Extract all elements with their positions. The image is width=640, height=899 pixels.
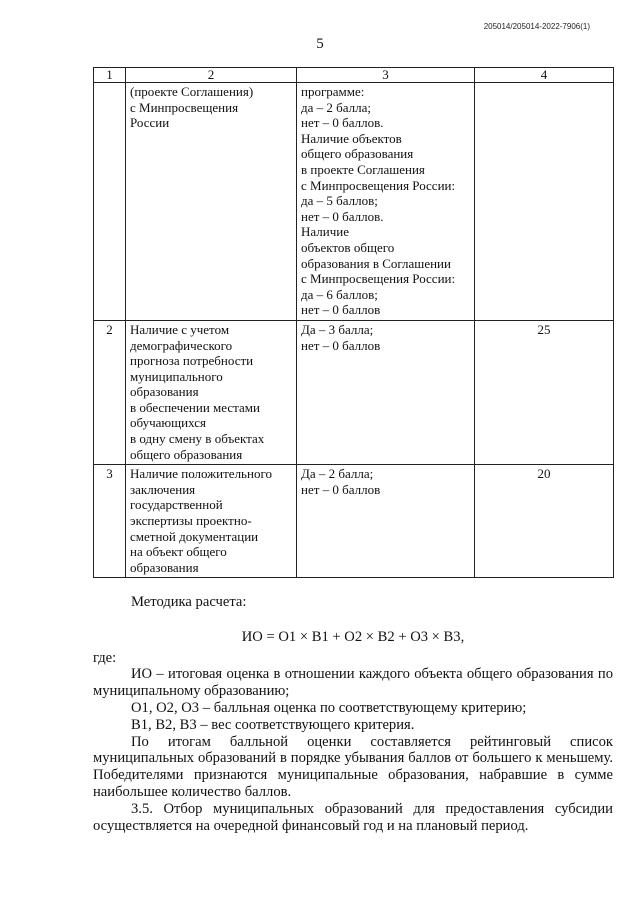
table-header-cell: 3 xyxy=(297,68,475,83)
table-row xyxy=(94,465,614,578)
scoring-cell: программе: да – 2 балла; нет – 0 баллов. Наличие объектов общего образования в проекте Соглашения с Минпросвещения России: да – 5 баллов; нет – 0 баллов. Наличие объектов общего образования в Соглашении с Минпросвещения России: да – 6 баллов; нет – 0 баллов xyxy=(297,83,475,321)
criterion-cell: Наличие с учетом демографического прогноза потребности муниципального образования в обеспечении местами обучающихся в одну смену в объектах общего образования xyxy=(126,320,297,464)
row-number-cell xyxy=(94,83,126,321)
table-header-cell: 2 xyxy=(126,68,297,83)
page-number: 5 xyxy=(316,36,324,52)
criterion-cell: (проекте Соглашения) с Минпросвещения России xyxy=(126,83,297,321)
row-number-cell: 3 xyxy=(94,465,126,578)
table-header-row xyxy=(94,68,614,83)
document-code: 205014/205014-2022-7906(1) xyxy=(483,22,590,31)
definition-io: ИО – итоговая оценка в отношении каждого объекта общего образования по муниципальному образованию; xyxy=(93,666,613,700)
table-header-cell: 4 xyxy=(475,68,614,83)
weight-cell xyxy=(475,83,614,321)
document-body xyxy=(93,594,613,834)
definition-b: В1, В2, В3 – вес соответствующего критерия. xyxy=(131,716,415,733)
table-row xyxy=(94,83,614,321)
weight-cell: 25 xyxy=(475,320,614,464)
scoring-cell: Да – 2 балла; нет – 0 баллов xyxy=(297,465,475,578)
where-label: где: xyxy=(93,649,117,666)
definition-o: О1, О2, О3 – балльная оценка по соответствующему критерию; xyxy=(131,699,527,716)
criterion-cell: Наличие положительного заключения государственной экспертизы проектно- сметной документации на объект общего образования xyxy=(126,465,297,578)
row-number-cell: 2 xyxy=(94,320,126,464)
method-label: Методика расчета: xyxy=(131,594,247,610)
table-row xyxy=(94,320,614,464)
table-header-cell: 1 xyxy=(94,68,126,83)
weight-cell: 20 xyxy=(475,465,614,578)
ranking-paragraph: По итогам балльной оценки составляется рейтинговый список муниципальных образований в порядке убывания баллов от большего к меньшему. Победителями признаются муниципальные образования, набравшие в сумме наибольшее количество баллов. xyxy=(93,733,613,800)
clause-3-5: 3.5. Отбор муниципальных образований для предоставления субсидии осуществляется на очередной финансовый год и на плановый период. xyxy=(93,800,613,834)
scoring-cell: Да – 3 балла; нет – 0 баллов xyxy=(297,320,475,464)
criteria-table xyxy=(93,67,614,578)
formula: ИО = О1 × В1 + О2 × В2 + О3 × В3, xyxy=(241,628,465,645)
